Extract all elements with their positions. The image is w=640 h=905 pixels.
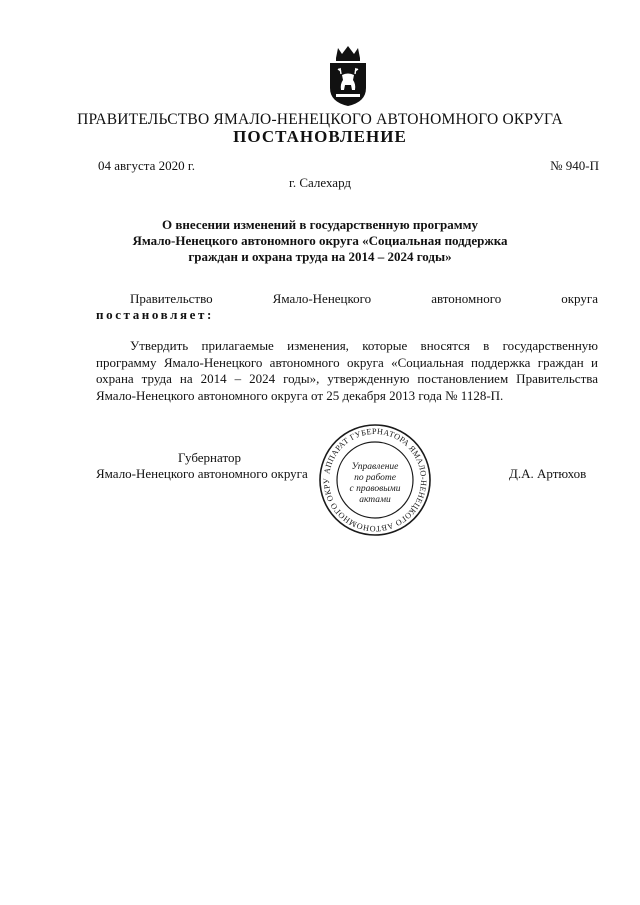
preamble-word: округа [561,291,598,306]
preamble [96,291,598,323]
svg-text:по работе: по работе [354,473,396,483]
document-place: г. Салехард [288,175,352,190]
svg-text:актами: актами [359,495,391,505]
coat-of-arms-icon [326,44,370,108]
official-stamp [317,422,433,538]
preamble-verb: постановляет: [96,307,214,322]
svg-text:Управление: Управление [351,462,399,472]
svg-text:с правовыми: с правовыми [349,484,401,494]
preamble-word: автономного [431,291,502,306]
document-date: 04 августа 2020 г. [98,158,195,173]
document-number: № 940-П [550,158,599,173]
svg-text:АППАРАТ ГУБЕРНАТОРА ЯМАЛО-НЕНЕ: АППАРАТ ГУБЕРНАТОРА ЯМАЛО-НЕНЕЦКОГО АВТОНОМНОГО ОКРУ [321,426,429,534]
preamble-word: Правительство [130,291,213,306]
government-title: ПРАВИТЕЛЬСТВО ЯМАЛО-НЕНЕЦКОГО АВТОНОМНОГО ОКРУГА [77,111,563,128]
subject-line: граждан и охрана труда на 2014 – 2024 годы» [188,249,452,264]
subject-line: О внесении изменений в государственную программу [162,217,478,232]
document-subject [120,217,520,265]
preamble-word: Ямало-Ненецкого [272,291,372,306]
signer-position: Губернатор [178,450,241,465]
signer-organization: Ямало-Ненецкого автономного округа [96,466,308,481]
body-paragraph: Утвердить прилагаемые изменения, которые вносятся в государственную программу Ямало-Ненецкого автономного округа «Социальная поддержка граждан и охрана труда на 2014 – 2024 годы», утвержденную постановлением Правительства Ямало-Ненецкого автономного округа от 25 декабря 2013 года № 1128-П. [96,338,598,403]
signer-name: Д.А. Артюхов [509,466,587,481]
preamble-subject [96,291,598,307]
subject-line: Ямало-Ненецкого автономного округа «Социальная поддержка [132,233,508,248]
document-type: ПОСТАНОВЛЕНИЕ [233,127,407,146]
